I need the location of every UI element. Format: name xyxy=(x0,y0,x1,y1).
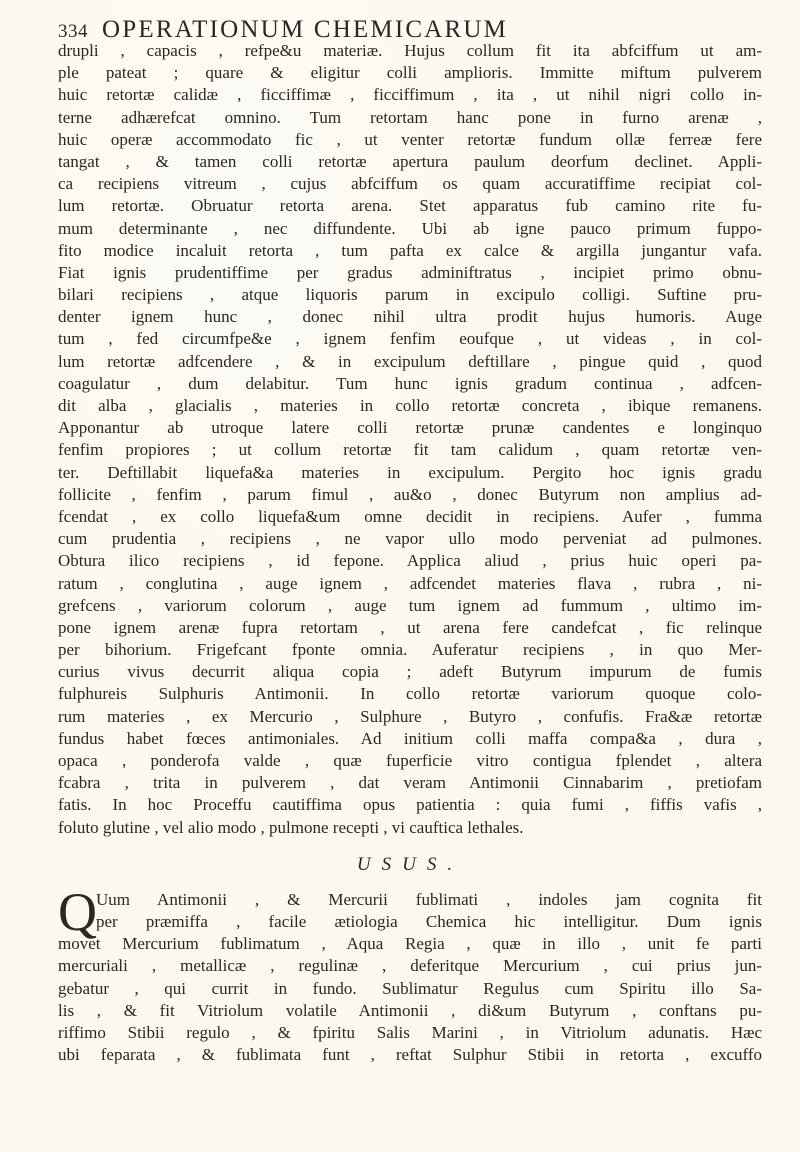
paragraph-usus xyxy=(58,881,762,1067)
text-line: foluto glutine , vel alio modo , pulmone recepti , vi cauftica lethales. xyxy=(58,817,524,837)
text-line: huic retortæ calidæ , ficciffimæ , ficciffimum , ita , ut nihil nigri collo in- xyxy=(58,85,762,105)
drop-cap: Q xyxy=(58,881,97,942)
text-line: per præmiffa , facile ætiologia Chemica hic intelligitur. Dum ignis xyxy=(96,911,762,931)
text-line: curius vivus decurrit aliqua copia ; adeft Butyrum impurum de fumis xyxy=(58,662,762,682)
text-line: huic operæ accommodato fic , ut venter retortæ fundum ollæ ferreæ fere xyxy=(58,129,762,149)
text-line: lum retortæ adfcendere , & in excipulum deftillare , pingue quid , quod xyxy=(58,351,762,371)
text-line: per bihorium. Frigefcant fponte omnia. Auferatur recipiens , in quo Mer- xyxy=(58,640,762,660)
text-line: tangat , & tamen colli retortæ apertura paulum deorfum declinet. Appli- xyxy=(58,151,762,171)
text-line: pone ignem arenæ fupra retortam , ut arena fere candefcat , fic relinque xyxy=(58,617,762,637)
text-line: fenfim propiores ; ut collum retortæ fit tam calidum , quam retortæ ven- xyxy=(58,440,762,460)
text-line: mum determinante , nec diffundente. Ubi ab igne pauco primum fuppo- xyxy=(58,218,762,238)
section-heading-usus: USUS. xyxy=(356,853,464,875)
text-line: ca recipiens vitreum , cujus abfciffum os quam accuratiffime recipiat col- xyxy=(58,174,762,194)
text-line: opaca , ponderofa valde , quæ fuperficie vitro contigua fplendet , altera xyxy=(58,751,762,770)
text-line: fito modice incaluit retorta , tum pafta ex calce & argilla jungantur vafa. xyxy=(58,240,762,260)
text-line: fcendat , ex collo liquefa&um omne decidit in recipiens. Aufer , fumma xyxy=(58,506,762,526)
text-line: ubi feparata , & fublimata funt , reftat Sulphur Stibii in retorta , excuffo xyxy=(58,1045,762,1065)
text-line: mercuriali , metallicæ , regulinæ , deferitque Mercurium , cui prius jun- xyxy=(58,956,762,976)
text-line: fulphureis Sulphuris Antimonii. In collo retortæ variorum quoque colo- xyxy=(58,684,762,704)
text-line: gebatur , qui currit in fundo. Sublimatur Regulus cum Spiritu illo Sa- xyxy=(58,978,762,998)
text-line: ple pateat ; quare & eligitur colli amplioris. Immitte miftum pulverem xyxy=(58,63,762,83)
text-line: lis , & fit Vitriolum volatile Antimonii , di&um Butyrum , conftans pu- xyxy=(58,1000,762,1020)
text-line: rum materies , ex Mercurio , Sulphure , Butyro , confufis. Fra&æ retortæ xyxy=(58,706,762,726)
text-line: fatis. In hoc Proceffu cautiffima opus patientia : quia fumi , fiffis vafis , xyxy=(58,795,762,815)
text-line: drupli , capacis , refpe&u materiæ. Hujus collum fit ita abfciffum ut am- xyxy=(58,41,762,60)
text-line: denter ignem hunc , donec nihil ultra prodit hujus humoris. Auge xyxy=(58,307,762,327)
text-line: bilari recipiens , atque liquoris parum in excipulo colligi. Suftine pru- xyxy=(58,285,762,305)
text-line: Apponantur ab utroque latere colli retortæ prunæ candentes e longinquo xyxy=(58,418,762,438)
text-line: movet Mercurium fublimatum , Aqua Regia , quæ in illo , unit fe parti xyxy=(58,934,762,954)
paragraph-usus-lines xyxy=(58,881,762,1067)
text-line: Fiat ignis prudentiffime per gradus adminiftratus , incipiet primo obnu- xyxy=(58,262,762,282)
page-number: 334 xyxy=(58,21,88,42)
text-line: cum prudentia , recipiens , ne vapor ullo modo perveniat ad pulmones. xyxy=(58,529,762,549)
body-text xyxy=(58,40,762,1066)
text-line: dit alba , glacialis , materies in collo retortæ concreta , ibique remanens. xyxy=(58,396,762,415)
text-line: grefcens , variorum colorum , auge tum ignem ad fummum , ultimo im- xyxy=(58,595,762,615)
text-line: Uum Antimonii , & Mercurii fublimati , indoles jam cognita fit xyxy=(96,889,762,909)
text-line: coagulatur , dum delabitur. Tum hunc ignis gradum continua , adfcen- xyxy=(58,373,762,393)
text-line: terne adhærefcat omnino. Tum retortam hanc pone in furno arenæ , xyxy=(58,107,762,127)
text-line: tum , fed circumfpe&e , ignem fenfim eoufque , ut videas , in col- xyxy=(58,329,762,349)
text-line: Obtura ilico recipiens , id fepone. Applica aliud , prius huic operi pa- xyxy=(58,551,762,571)
text-line: lum retortæ. Obruatur retorta arena. Stet apparatus fub camino rite fu- xyxy=(58,196,762,216)
text-line: riffimo Stibii regulo , & fpiritu Salis Marini , in Vitriolum adunatis. Hæc xyxy=(58,1022,762,1042)
text-line: ter. Deftillabit liquefa&a materies in excipulum. Pergito hoc ignis gradu xyxy=(58,462,762,482)
text-line: fundus habet fœces antimoniales. Ad initium colli maffa compa&a , dura , xyxy=(58,728,762,748)
paragraph-process xyxy=(58,40,762,839)
text-line: follicite , fenfim , parum fimul , au&o , donec Butyrum non amplius ad- xyxy=(58,484,762,504)
text-line: fcabra , trita in pulverem , dat veram Antimonii Cinnabarim , pretiofam xyxy=(58,773,762,793)
text-line: ratum , conglutina , auge ignem , adfcendet materies flava , rubra , ni- xyxy=(58,573,762,593)
running-title: OPERATIONUM CHEMICARUM xyxy=(102,16,509,43)
